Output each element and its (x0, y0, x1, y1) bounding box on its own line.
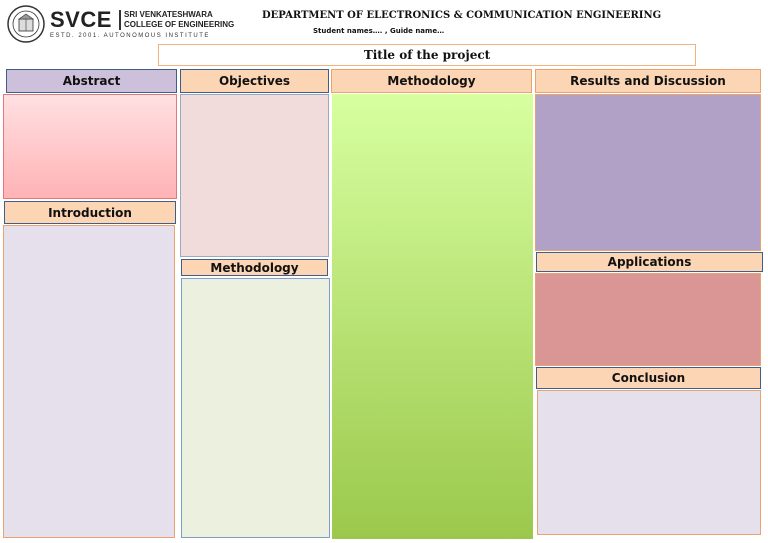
applications-panel (535, 273, 761, 366)
college-seal-icon (6, 4, 46, 44)
methodology-sub-header: Methodology (181, 259, 328, 276)
applications-header: Applications (536, 252, 763, 272)
conclusion-panel (537, 390, 761, 535)
college-name-line1: SRI VENKATESHWARA (124, 10, 213, 19)
conclusion-header: Conclusion (536, 367, 761, 389)
logo-divider (119, 10, 121, 30)
methodology-main-panel (332, 94, 533, 539)
college-logo (4, 4, 240, 44)
methodology-main-header: Methodology (331, 69, 532, 93)
project-title (158, 44, 696, 66)
college-name-line2: COLLEGE OF ENGINEERING (124, 20, 235, 29)
objectives-header: Objectives (180, 69, 329, 93)
results-panel (535, 94, 761, 251)
introduction-header: Introduction (4, 201, 176, 224)
student-guide-names: Student names…. , Guide name… (313, 27, 445, 35)
abstract-panel (3, 94, 177, 199)
abstract-header: Abstract (6, 69, 177, 93)
introduction-panel (3, 225, 175, 538)
department-name: DEPARTMENT OF ELECTRONICS & COMMUNICATION ENGINEERING (262, 10, 662, 21)
college-short-name: SVCE (50, 7, 112, 32)
methodology-sub-panel (181, 278, 330, 538)
results-header: Results and Discussion (535, 69, 761, 93)
college-tagline: ESTD. 2001. AUTONOMOUS INSTITUTE (50, 33, 210, 39)
objectives-panel (180, 94, 329, 257)
project-title-text: Title of the project (363, 48, 491, 62)
